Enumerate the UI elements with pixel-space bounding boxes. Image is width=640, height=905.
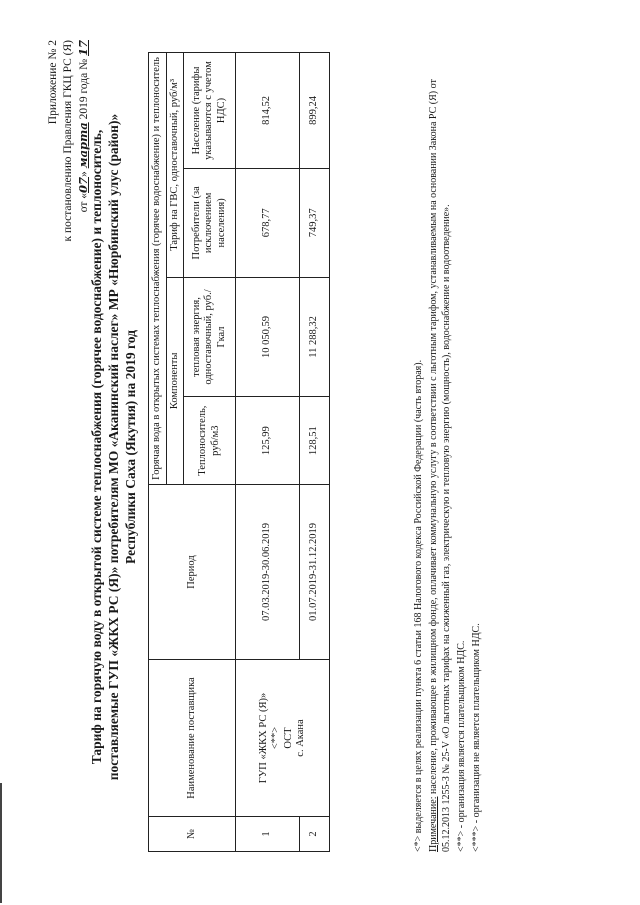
appendix-title: Приложение № 2 <box>47 40 59 125</box>
header-population: Население (тарифы указываются с учетом НДС) <box>184 53 236 169</box>
title-line-3: Республики Саха (Якутия) на 2019 год <box>123 330 138 564</box>
supplier-cell <box>236 660 330 817</box>
row-period: 01.07.2019-31.12.2019 <box>300 485 330 660</box>
row-consumers: 678,77 <box>236 168 300 277</box>
header-coolant: Теплоноситель, руб/м3 <box>184 397 236 485</box>
row-coolant: 125,99 <box>236 397 300 485</box>
remark-text: население, проживающее в жилищном фонде, оплачивает коммунальную услугу в соответствии с льготным тарифом, устанавливаемым на основании Закона РС (Я) от 05.12.2013 1255-З № 25-V «О льготных тарифах на сжиженный газ, электрическую и тепловую энергию (мощность), водоснабжение и водоотведение». <box>428 79 452 852</box>
header-num: № <box>149 817 236 852</box>
header-energy: тепловая энергия, одноставочный, руб./Гкал <box>184 277 236 397</box>
rotated-page <box>40 22 600 882</box>
note-non-vat-payer: <***> - организация не является плательщиком НДС. <box>471 623 482 852</box>
scan-edge-line <box>0 783 8 903</box>
header-period: Период <box>149 485 236 660</box>
supplier-name: ГУП «ЖКХ РС (Я)» <box>257 692 269 784</box>
supplier-mark: <**> <box>270 726 281 750</box>
tariff-table <box>148 52 330 852</box>
row-population: 899,24 <box>300 53 330 169</box>
handwritten-number: 17 <box>76 40 90 57</box>
row-energy: 11 288,32 <box>300 277 330 397</box>
row-consumers: 749,37 <box>300 168 330 277</box>
row-coolant: 128,51 <box>300 397 330 485</box>
date-prefix: от « <box>78 192 90 213</box>
table-header-row <box>149 53 167 852</box>
header-group: Горячая вода в открытых системах теплоснабжения (горячее водоснабжение) и теплоноситель <box>149 53 167 485</box>
table-row <box>236 53 300 852</box>
appendix-block <box>46 40 92 242</box>
year-text: 2019 года № <box>78 58 90 120</box>
document-title <box>88 82 139 812</box>
row-period: 07.03.2019-30.06.2019 <box>236 485 300 660</box>
appendix-resolution: к постановлению Правления ГКЦ РС (Я) <box>62 40 74 242</box>
row-num: 1 <box>236 817 300 852</box>
note-vat: <*> выделяется в целях реализации пункта 6 статьи 168 Налогового кодекса Российской Федерации (часть вторая). <box>413 359 424 852</box>
handwritten-month: марта <box>76 122 90 169</box>
note-remark <box>427 52 453 852</box>
header-supplier: Наименование поставщика <box>149 660 236 817</box>
header-tariff: Тариф на ГВС, одноставочный, руб/м³ <box>166 53 184 278</box>
supplier-location: с. Акана <box>295 719 306 757</box>
row-energy: 10 050,59 <box>236 277 300 397</box>
notes-block <box>412 52 485 852</box>
note-vat-payer: <**> - организация является плательщиком НДС. <box>456 640 467 852</box>
header-consumers: Потребители (за исключением населения) <box>184 168 236 277</box>
supplier-type: ОСТ <box>282 727 294 749</box>
row-population: 814,52 <box>236 53 300 169</box>
row-num: 2 <box>300 817 330 852</box>
header-components: Компоненты <box>166 277 184 484</box>
date-separator: » <box>78 171 90 177</box>
title-line-1: Тариф на горячую воду в открытой системе теплоснабжения (горячее водоснабжение) и теплоноситель, <box>89 129 104 765</box>
remark-label: Примечание: <box>428 796 439 852</box>
title-line-2: поставляемые ГУП «ЖКХ РС (Я)» потребителям МО «Аканинский наслег» МР «Нюрбинский улус (район)» <box>106 113 121 781</box>
handwritten-day: 07 <box>76 176 90 193</box>
